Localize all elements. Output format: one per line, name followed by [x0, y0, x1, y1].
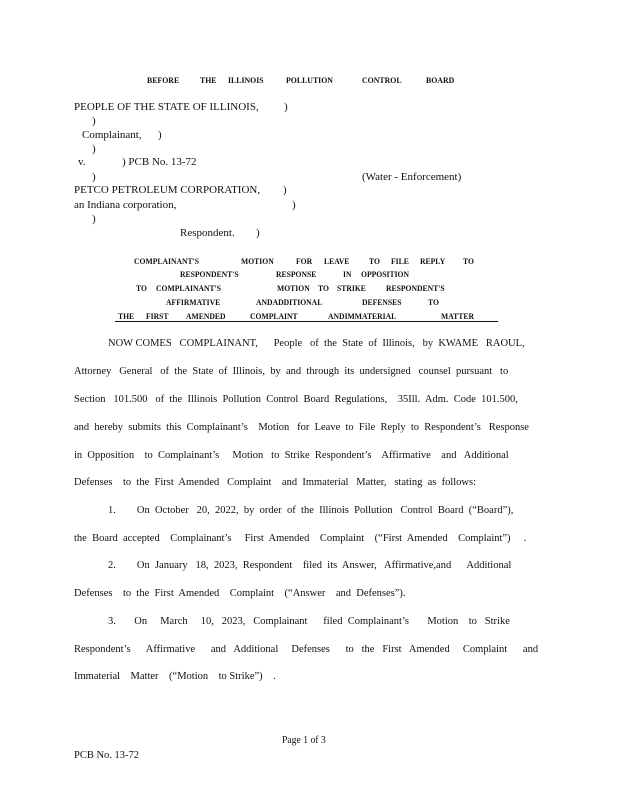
paragraph-3-line: Immaterial Matter (“Motion to Strike”) . — [74, 671, 276, 682]
title-word: MOTION — [277, 283, 310, 293]
caption-paren: ) — [283, 184, 287, 196]
header-word: POLLUTION — [286, 75, 333, 85]
caption-paren: ) — [284, 101, 288, 113]
title-word: MATTER — [441, 311, 475, 321]
title-word: RESPONSE — [276, 269, 317, 279]
title-word: AMENDED — [186, 311, 226, 321]
title-word: MOTION — [241, 256, 274, 266]
caption-paren: ) — [292, 199, 296, 211]
versus-label: v. — [78, 156, 86, 168]
header-word: CONTROL — [362, 75, 402, 85]
title-word: TO — [318, 283, 329, 293]
title-underline — [115, 321, 498, 322]
title-word: REPLY — [420, 256, 446, 266]
intro-line: in Opposition to Complainant’s Motion to Strike Respondent’s Affirmative and Additional — [74, 450, 509, 461]
title-word: FILE — [391, 256, 409, 266]
title-word: COMPLAINANT'S — [134, 256, 200, 266]
title-word: IN — [343, 269, 352, 279]
title-word: THE — [118, 311, 135, 321]
title-word: TO — [369, 256, 380, 266]
caption-paren: ) — [256, 227, 260, 239]
header-word: BEFORE — [147, 75, 180, 85]
paragraph-1-line: the Board accepted Complainant’s First Amended Complaint (“First Amended Complaint”) . — [74, 533, 527, 544]
intro-last-line: Defenses to the First Amended Complaint and Immaterial Matter, stating as follows: — [74, 477, 477, 488]
caption-paren: ) — [92, 143, 96, 155]
title-word: ANDADDITIONAL — [256, 297, 323, 307]
paragraph-2-line: Defenses to the First Amended Complaint (“Answer and Defenses”). — [74, 588, 406, 599]
paragraph-3-line: 3. On March 10, 2023, Complainant filed Complainant’s Motion to Strike — [108, 616, 510, 627]
title-word: RESPONDENT'S — [180, 269, 239, 279]
intro-line: Attorney General of the State of Illinois, by and through its undersigned counsel pursuant to — [74, 366, 509, 377]
footer-case-number: PCB No. 13-72 — [74, 750, 140, 761]
title-word: TO — [136, 283, 147, 293]
indiana-line: an Indiana corporation, — [74, 199, 177, 211]
caption-paren: ) — [92, 115, 96, 127]
case-type: (Water - Enforcement) — [362, 171, 462, 183]
caption-paren: ) — [92, 213, 96, 225]
intro-line: and hereby submits this Complainant’s Motion for Leave to File Reply to Respondent’s Response — [74, 422, 529, 433]
title-word: FOR — [296, 256, 313, 266]
title-word: OPPOSITION — [361, 269, 410, 279]
intro-first-line: NOW COMES COMPLAINANT, People of the State of Illinois, by KWAME RAOUL, — [108, 338, 525, 349]
petco-line: PETCO PETROLEUM CORPORATION, — [74, 184, 261, 196]
intro-line: Section 101.500 of the Illinois Pollution Control Board Regulations, 35Ill. Adm. Code 101.500, — [74, 394, 518, 405]
header-word: BOARD — [426, 75, 455, 85]
title-word: TO — [463, 256, 474, 266]
title-word: DEFENSES — [362, 297, 402, 307]
caption-paren: ) — [158, 129, 162, 141]
title-word: AFFIRMATIVE — [166, 297, 221, 307]
title-word: TO — [428, 297, 439, 307]
paragraph-3-line: Respondent’s Affirmative and Additional Defenses to the First Amended Complaint and — [74, 644, 539, 655]
paragraph-2-line: 2. On January 18, 2023, Respondent filed its Answer, Affirmative,and Additional — [108, 560, 512, 571]
title-word: COMPLAINT — [250, 311, 298, 321]
title-word: FIRST — [146, 311, 169, 321]
paragraph-1-line: 1. On October 20, 2022, by order of the Illinois Pollution Control Board (“Board”), — [108, 505, 514, 516]
header-word: THE — [200, 75, 217, 85]
pcb-number: ) PCB No. 13-72 — [122, 156, 197, 168]
people-line: PEOPLE OF THE STATE OF ILLINOIS, — [74, 101, 259, 113]
complainant-label: Complainant, — [82, 129, 142, 141]
title-word: COMPLAINANT'S — [156, 283, 222, 293]
title-word: LEAVE — [324, 256, 350, 266]
title-word: ANDIMMATERIAL — [328, 311, 397, 321]
page-number: Page 1 of 3 — [282, 735, 326, 746]
title-word: RESPONDENT'S — [386, 283, 445, 293]
respondent-label: Respondent. — [180, 227, 235, 239]
header-word: ILLINOIS — [228, 75, 264, 85]
caption-paren: ) — [92, 171, 96, 183]
title-word: STRIKE — [337, 283, 366, 293]
